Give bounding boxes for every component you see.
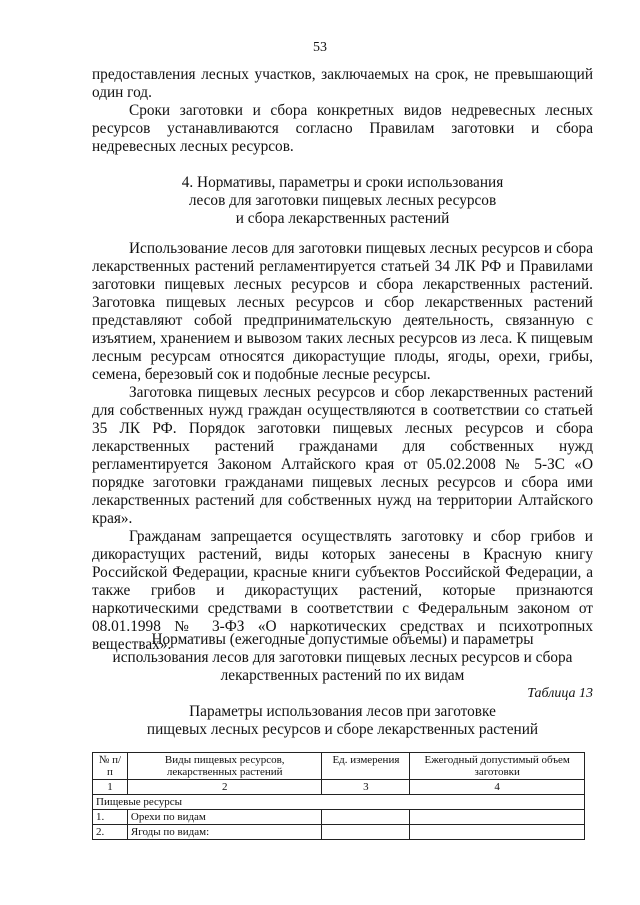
header-unit: Ед. измерения: [322, 753, 410, 780]
table-numbering-row: [93, 780, 585, 795]
norms-title-line-2: использования лесов для заготовки пищевых лесных ресурсов и сбора: [112, 649, 573, 666]
table-label: Таблица 13: [527, 686, 593, 701]
row-number: 1.: [93, 810, 128, 825]
table-wrapper: [92, 752, 593, 840]
table-group-row: [93, 795, 585, 810]
norms-title-line-3: лекарственных растений по их видам: [220, 667, 465, 684]
row-number: 2.: [93, 825, 128, 840]
section-4-text: [92, 240, 593, 654]
page-number: 53: [313, 40, 327, 55]
row-unit: [322, 810, 410, 825]
table-row: [93, 825, 585, 840]
section-paragraph-3: Гражданам запрещается осуществлять заготовку и сбор грибов и дикорастущих растений, виды которых занесены в Красную книгу Российской Федерации, красные книги субъектов Российской Федерации, а также грибов и дикорастущих растений, которые признаются наркотическими средствами в соответствии с Федеральным законом от 08.01.1998 № 3-ФЗ «О наркотических средствах и психотропных веществах».: [92, 528, 593, 653]
table-title-line-2: пищевых лесных ресурсов и сборе лекарственных растений: [146, 721, 539, 738]
intro-block: [92, 66, 593, 156]
section-title-line-1: 4. Нормативы, параметры и сроки использования: [181, 174, 504, 191]
table-row: [93, 810, 585, 825]
header-resource-type: Виды пищевых ресурсов, лекарственных растений: [127, 753, 322, 780]
section-4-heading: [92, 174, 593, 228]
group-label: Пищевые ресурсы: [93, 795, 585, 810]
row-name: Орехи по видам: [127, 810, 322, 825]
header-number: № п/п: [93, 753, 128, 780]
parameters-table: [92, 752, 585, 840]
table-header-row: [93, 753, 585, 780]
row-name: Ягоды по видам:: [127, 825, 322, 840]
column-number-3: 3: [322, 780, 410, 795]
norms-title-line-1: Нормативы (ежегодные допустимые объемы) и параметры: [151, 631, 534, 648]
norms-heading: [92, 631, 593, 739]
section-title-line-2: лесов для заготовки пищевых лесных ресурсов: [188, 192, 497, 209]
row-unit: [322, 825, 410, 840]
section-title-line-3: и сбора лекарственных растений: [235, 210, 450, 227]
row-volume: [410, 810, 585, 825]
row-volume: [410, 825, 585, 840]
table-title-line-1: Параметры использования лесов при заготовке: [189, 703, 496, 720]
intro-paragraph-1: предоставления лесных участков, заключаемых на срок, не превышающий один год.: [92, 66, 593, 101]
header-annual-volume: Ежегодный допустимый объем заготовки: [410, 753, 585, 780]
intro-paragraph-2: Сроки заготовки и сбора конкретных видов недревесных лесных ресурсов устанавливаются согласно Правилам заготовки и сбора недревесных лесных ресурсов.: [92, 102, 593, 155]
column-number-2: 2: [127, 780, 322, 795]
column-number-1: 1: [93, 780, 128, 795]
section-paragraph-1: Использование лесов для заготовки пищевых лесных ресурсов и сбора лекарственных растений регламентируется статьей 34 ЛК РФ и Правилами заготовки пищевых лесных ресурсов и сбора лекарственных растений. Заготовка пищевых лесных ресурсов и сбор лекарственных растений представляют собой предпринимательскую деятельность, связанную с изъятием, хранением и вывозом таких лесных ресурсов из леса. К пищевым лесным ресурсам относятся дикорастущие плоды, ягоды, орехи, грибы, семена, березовый сок и подобные лесные ресурсы.: [92, 240, 593, 383]
column-number-4: 4: [410, 780, 585, 795]
section-paragraph-2: Заготовка пищевых лесных ресурсов и сбор лекарственных растений для собственных нужд граждан осуществляются в соответствии со статьей 35 ЛК РФ. Порядок заготовки пищевых лесных ресурсов и сбора лекарственных растений гражданами для собственных нужд регламентируется Законом Алтайского края от 05.02.2008 № 5-ЗС «О порядке заготовки гражданами пищевых лесных ресурсов и сбора ими лекарственных растений для собственных нужд на территории Алтайского края».: [92, 384, 593, 527]
